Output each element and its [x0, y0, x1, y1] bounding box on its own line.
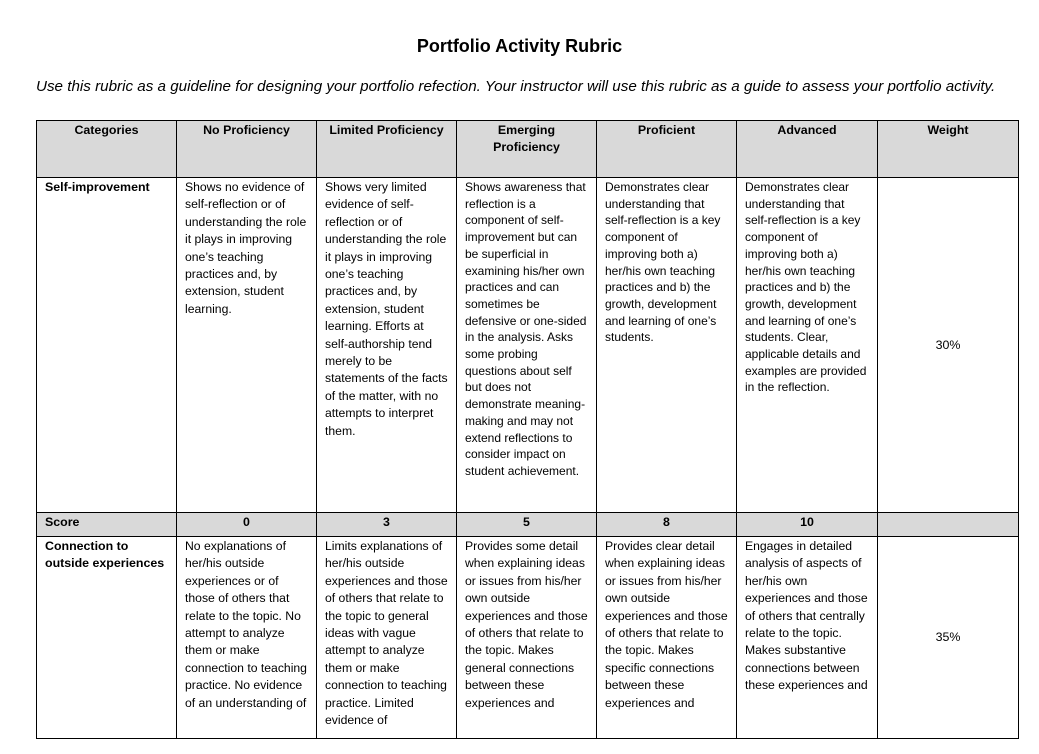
score-weight-empty: [878, 513, 1019, 537]
cell-emerging-proficiency: Shows awareness that reflection is a component of self-improvement but can be superficial in examining his/her own practices and can sometimes be defensive or one-sided in the analysis. Asks some probing questions about self but does not demonstrate meaning-making and may not extend reflections to consider impact on student achievement.: [457, 178, 597, 513]
header-advanced: Advanced: [737, 121, 878, 178]
header-emerging-proficiency: Emerging Proficiency: [457, 121, 597, 178]
header-weight: Weight: [878, 121, 1019, 178]
cell-advanced: Engages in detailed analysis of aspects of her/his own experiences and those of others that centrally relate to the topic. Makes substantive connections between these experiences and: [737, 537, 878, 739]
intro-text: Use this rubric as a guideline for designing your portfolio refection. Your instructor will use this rubric as a guide to assess your portfolio activity.: [36, 78, 996, 95]
score-label: Score: [37, 513, 177, 537]
score-value: 10: [737, 513, 878, 537]
cell-advanced: Demonstrates clear understanding that self-reflection is a key component of improving both a) her/his own teaching practices and b) the growth, development and learning of one’s students. Clear, applicable details and examples are provided in the reflection.: [737, 178, 878, 513]
table-row: [37, 178, 1019, 513]
cell-limited-proficiency: Limits explanations of her/his outside experiences and those of others that relate to the topic to general ideas with vague attempt to analyze them or make connection to teaching practice. Limited evidence of: [317, 537, 457, 739]
row-category: Connection to outside experiences: [37, 537, 177, 739]
score-value: 3: [317, 513, 457, 537]
cell-no-proficiency: Shows no evidence of self-reflection or of understanding the role it plays in improving one’s teaching practices and, by extension, student learning.: [177, 178, 317, 513]
cell-weight: 30%: [878, 178, 1019, 513]
cell-proficient: Provides clear detail when explaining ideas or issues from his/her own outside experiences and those of others that relate to the topic. Makes specific connections between these experiences and: [597, 537, 737, 739]
header-proficient: Proficient: [597, 121, 737, 178]
score-value: 5: [457, 513, 597, 537]
cell-no-proficiency: No explanations of her/his outside experiences or of those of others that relate to the topic. No attempt to analyze them or make connection to teaching practice. No evidence of an understanding of: [177, 537, 317, 739]
table-row: [37, 537, 1019, 739]
cell-weight: 35%: [878, 537, 1019, 739]
cell-limited-proficiency: Shows very limited evidence of self-reflection or of understanding the role it plays in improving one’s teaching practices and, by extension, student learning. Efforts at self-authorship tend merely to be statements of the facts of the matter, with no attempts to interpret them.: [317, 178, 457, 513]
score-value: 8: [597, 513, 737, 537]
cell-emerging-proficiency: Provides some detail when explaining ideas or issues from his/her own outside experiences and those of others that relate to the topic. Makes general connections between these experiences and: [457, 537, 597, 739]
header-limited-proficiency: Limited Proficiency: [317, 121, 457, 178]
header-row: [37, 121, 1019, 178]
header-no-proficiency: No Proficiency: [177, 121, 317, 178]
cell-proficient: Demonstrates clear understanding that self-reflection is a key component of improving both a) her/his own teaching practices and b) the growth, development and learning of one’s students.: [597, 178, 737, 513]
document-title: Portfolio Activity Rubric: [416, 36, 623, 56]
row-category: Self-improvement: [37, 178, 177, 513]
header-categories: Categories: [37, 121, 177, 178]
rubric-table: [36, 120, 1019, 739]
score-value: 0: [177, 513, 317, 537]
score-row: [37, 513, 1019, 537]
